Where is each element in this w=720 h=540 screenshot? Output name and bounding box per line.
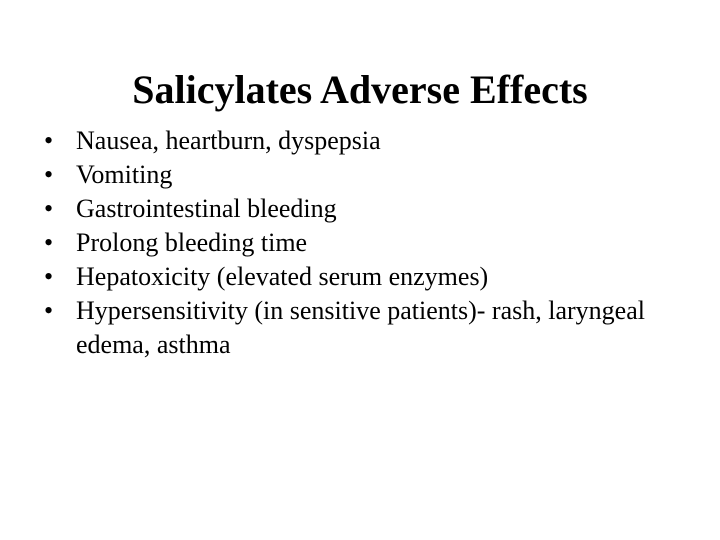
bullet-list: [0, 124, 720, 362]
bullet-text: Vomiting: [76, 160, 173, 189]
bullet-icon: •: [44, 262, 54, 291]
list-item: [0, 226, 720, 260]
bullet-icon: •: [44, 160, 54, 189]
bullet-text: Hypersensitivity (in sensitive patients)- rash, laryngeal edema, asthma: [76, 296, 645, 359]
list-item: [0, 294, 720, 362]
list-item: [0, 158, 720, 192]
bullet-icon: •: [44, 194, 54, 223]
bullet-icon: •: [44, 296, 54, 325]
list-item: [0, 192, 720, 226]
slide-title: Salicylates Adverse Effects: [132, 67, 588, 112]
list-item: [0, 260, 720, 294]
bullet-icon: •: [44, 126, 54, 155]
bullet-text: Hepatoxicity (elevated serum enzymes): [76, 262, 489, 291]
bullet-text: Prolong bleeding time: [76, 228, 308, 257]
list-item: [0, 124, 720, 158]
bullet-text: Gastrointestinal bleeding: [76, 194, 337, 223]
bullet-icon: •: [44, 228, 54, 257]
bullet-text: Nausea, heartburn, dyspepsia: [76, 126, 381, 155]
